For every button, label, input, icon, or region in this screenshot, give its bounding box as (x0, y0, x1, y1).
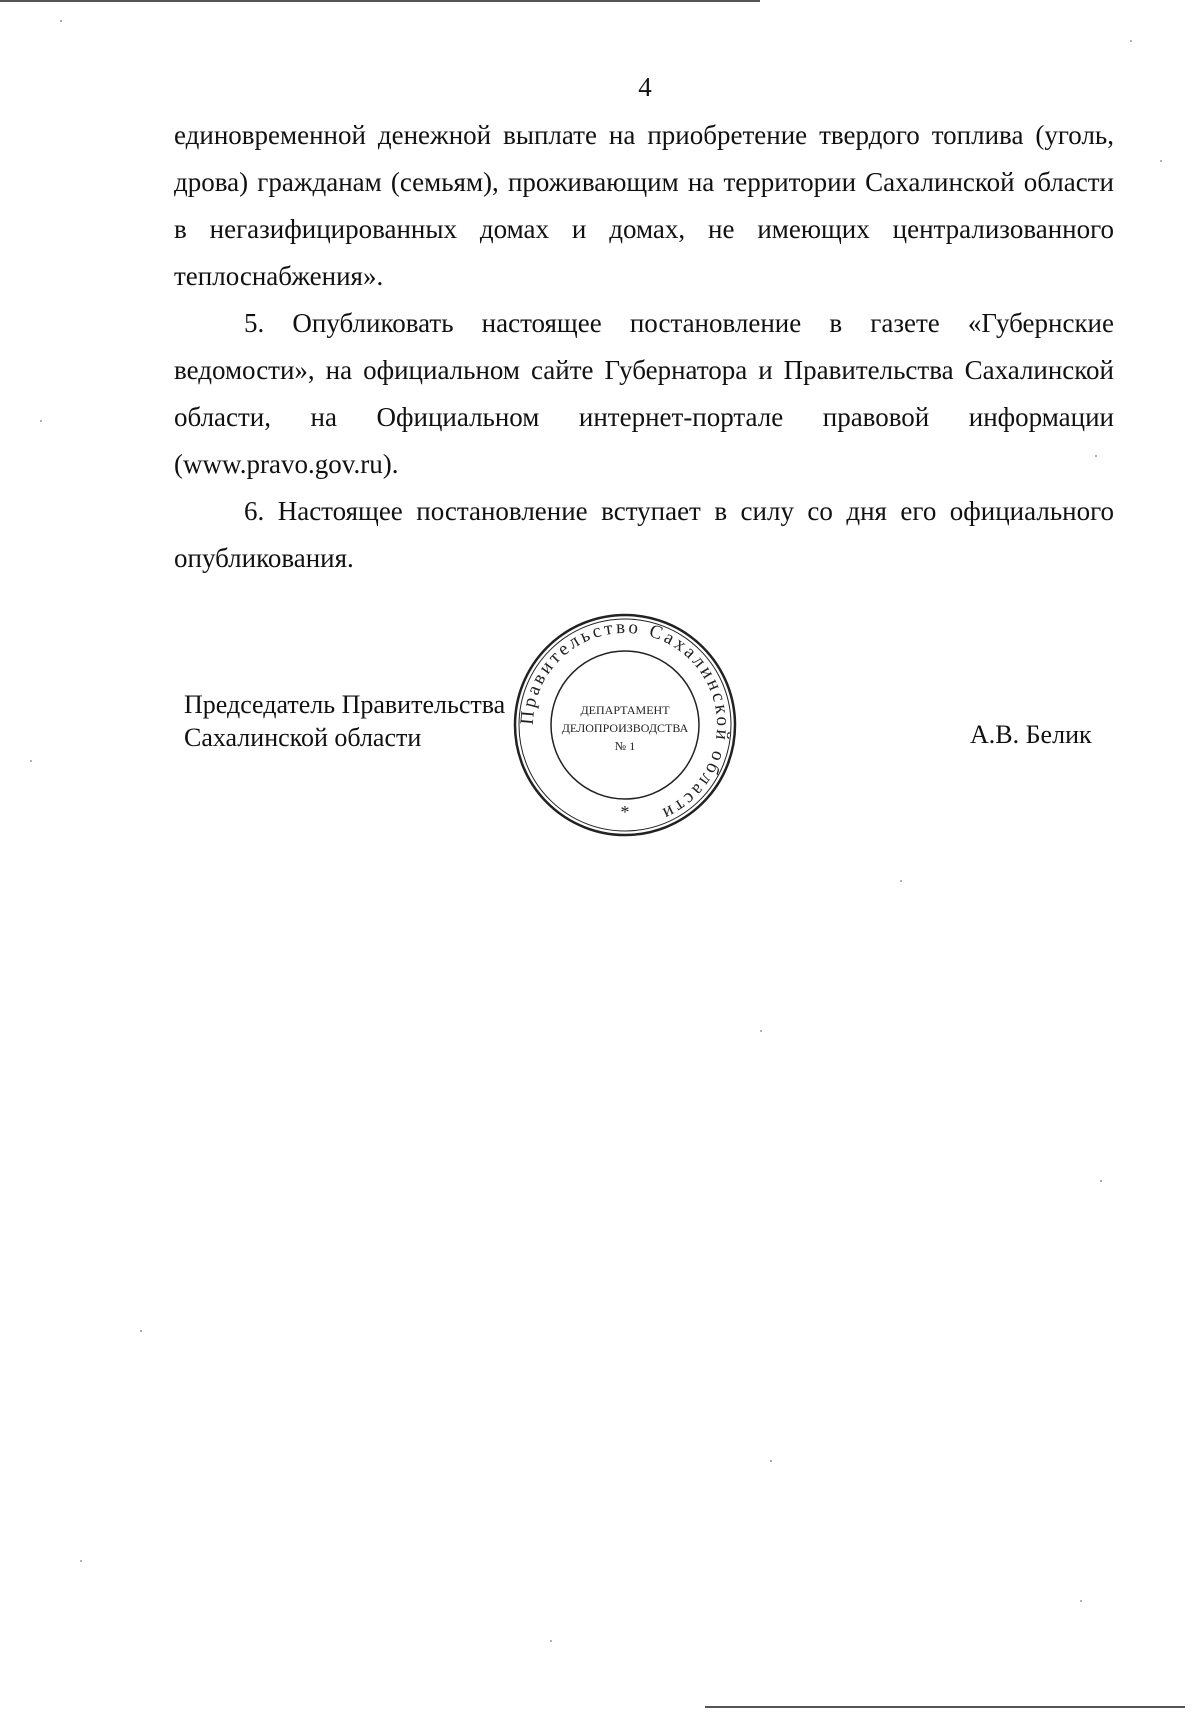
page-number: 4 (638, 72, 652, 102)
signer-name: А.В. Белик (970, 720, 1092, 749)
seal-star-icon: * (620, 802, 630, 822)
signer-title-line-1: Председатель Правительства (184, 690, 506, 719)
scan-edge-top (0, 0, 760, 2)
speckle (1160, 160, 1162, 162)
speckle (1130, 40, 1132, 42)
seal-graphic (510, 610, 740, 840)
speckle (1095, 455, 1097, 457)
speckle (40, 420, 42, 422)
signer-title-line-2: Сахалинской области (184, 723, 422, 752)
paragraph-item-5: 5. Опубликовать настоящее постановление в газете «Губернские ведомости», на официальном сайте Губернатора и Правительства Сахалинской области, на Официальном интернет-портале правовой информации (www.pravo.gov.ru). (174, 308, 1114, 479)
document-body (174, 112, 1114, 582)
speckle (60, 20, 62, 22)
speckle (80, 1560, 82, 1562)
seal-ring-text: Правительство Сахалинской области (516, 616, 734, 826)
official-seal (510, 610, 740, 840)
speckle (1080, 1600, 1082, 1602)
speckle (770, 1460, 772, 1462)
scan-edge-bottom (705, 1706, 1185, 1708)
speckle (1100, 1180, 1102, 1182)
seal-inner-line-2: ДЕЛОПРОИЗВОДСТВА (561, 721, 689, 735)
speckle (140, 1330, 142, 1332)
seal-inner-line-3: № 1 (614, 739, 636, 753)
signer-title (184, 688, 505, 754)
speckle (900, 880, 902, 882)
seal-inner-line-1: ДЕПАРТАМЕНТ (580, 703, 670, 717)
speckle (30, 760, 32, 762)
speckle (550, 1640, 552, 1642)
paragraph-continuation: единовременной денежной выплате на приобретение твердого топлива (уголь, дрова) гражданам (семьям), проживающим на территории Сахалинской области в негазифицированных домах и домах, не имеющих централизованного теплоснабжения». (174, 120, 1114, 291)
speckle (760, 1030, 762, 1032)
paragraph-item-6: 6. Настоящее постановление вступает в силу со дня его официального опубликования. (174, 496, 1114, 573)
